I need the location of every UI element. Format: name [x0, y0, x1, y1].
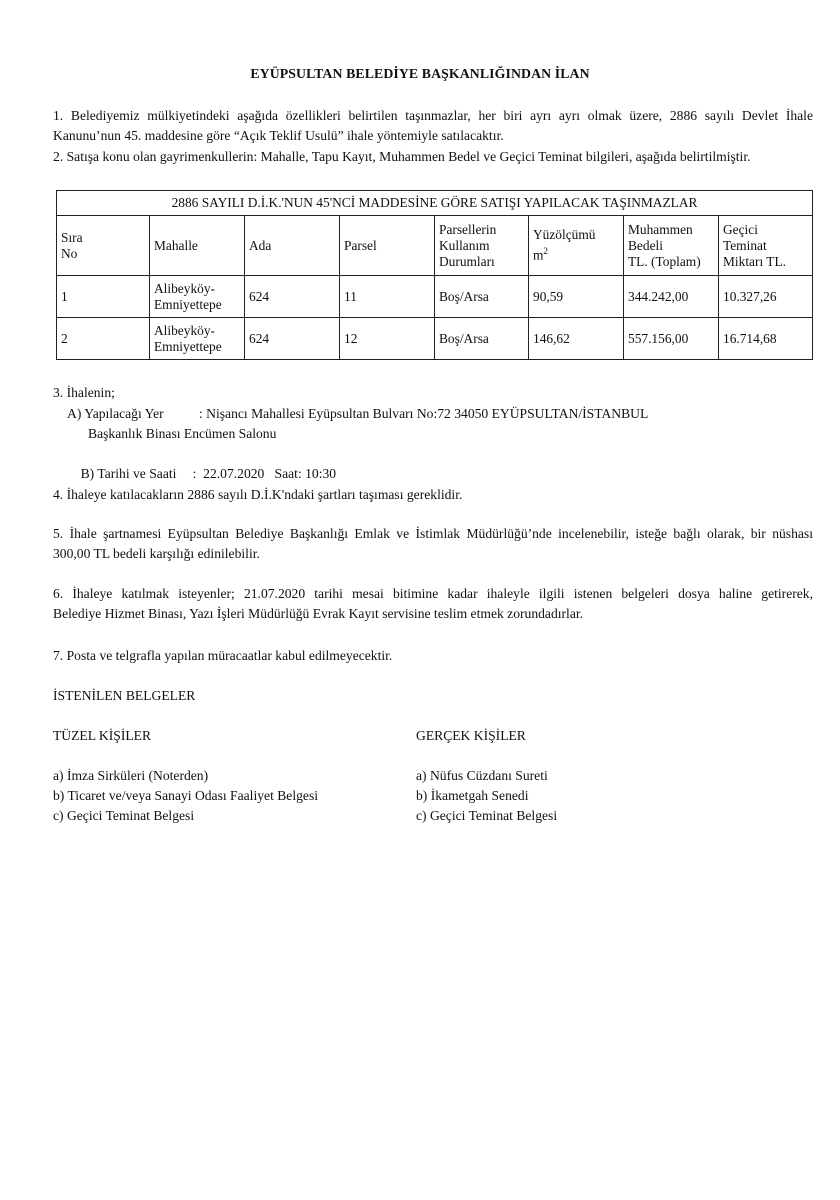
cell-parsel: 11 [340, 276, 435, 318]
list-item: c) Geçici Teminat Belgesi [416, 808, 558, 823]
cell-gecici: 10.327,26 [719, 276, 813, 318]
header-ada: Ada [245, 216, 340, 276]
list-item: c) Geçici Teminat Belgesi [53, 808, 195, 823]
cell-mahalle: Alibeyköy- Emniyettepe [150, 276, 245, 318]
header-muhammen: Muhammen Bedeli TL. (Toplam) [624, 216, 719, 276]
cell-yuzolcumu: 146,62 [529, 318, 624, 360]
cell-parsel: 12 [340, 318, 435, 360]
section-3b-value: : 22.07.2020 Saat: 10:30 [192, 466, 337, 481]
paragraph-5 [53, 524, 813, 564]
cell-sira: 1 [57, 276, 150, 318]
header-mahalle: Mahalle [150, 216, 245, 276]
cell-sira: 2 [57, 318, 150, 360]
section-3a-value: : Nişancı Mahallesi Eyüpsultan Bulvarı No:72 34050 EYÜPSULTAN/İSTANBUL [199, 406, 649, 421]
table-caption: 2886 SAYILI D.İ.K.'NUN 45'NCİ MADDESİNE GÖRE SATIŞI YAPILACAK TAŞINMAZLAR [57, 191, 813, 216]
section-3a-value-line-2: Başkanlık Binası Encümen Salonu [88, 426, 277, 441]
paragraph-4: 4. İhaleye katılacakların 2886 sayılı D.İ.K'ndaki şartları taşıması gereklidir. [53, 487, 463, 502]
header-yuzolcumu: Yüzölçümü $m^2$ [529, 216, 624, 276]
paragraph-6-line-1: 6. İhaleye katılmak isteyenler; 21.07.2020 tarihi mesai bitimine kadar ihaleyle ilgili istenen belgeleri dosya haline getirerek, [53, 586, 813, 601]
paragraph-1-line-1: 1. Belediyemiz mülkiyetindeki aşağıda özellikleri belirtilen taşınmazlar, her biri ayrı ayrı olmak üzere, 2886 sayılı Devlet İhale [53, 108, 813, 123]
list-item: b) Ticaret ve/veya Sanayi Odası Faaliyet Belgesi [53, 788, 319, 803]
paragraph-1-line-2: Kanunu’nun 45. maddesine göre “Açık Teklif Usulü” ihale yöntemiyle satılacaktır. [53, 128, 504, 143]
header-parsel: Parsel [340, 216, 435, 276]
cell-mahalle: Alibeyköy- Emniyettepe [150, 318, 245, 360]
gercek-list [416, 766, 557, 826]
list-item: a) Nüfus Cüzdanı Sureti [416, 768, 548, 783]
cell-kullanim: Boş/Arsa [435, 318, 529, 360]
paragraph-5-line-2: 300,00 TL bedeli karşılığı edinilebilir. [53, 546, 260, 561]
property-table [56, 190, 813, 360]
tuzel-title: TÜZEL KİŞİLER [53, 728, 152, 743]
header-gecici: Geçici Teminat Miktarı TL. [719, 216, 813, 276]
cell-ada: 624 [245, 276, 340, 318]
paragraph-6-line-2: Belediye Hizmet Binası, Yazı İşleri Müdürlüğü Evrak Kayıt servisine teslim etmek zorundadırlar. [53, 606, 584, 621]
paragraph-6 [53, 584, 813, 624]
paragraph-2: 2. Satışa konu olan gayrimenkullerin: Mahalle, Tapu Kayıt, Muhammen Bedel ve Geçici Teminat bilgileri, aşağıda belirtilmiştir. [53, 149, 751, 164]
gercek-title: GERÇEK KİŞİLER [416, 728, 526, 743]
cell-ada: 624 [245, 318, 340, 360]
table-row [57, 318, 813, 360]
list-item: b) İkametgah Senedi [416, 788, 529, 803]
cell-muhammen: 344.242,00 [624, 276, 719, 318]
page-title: EYÜPSULTAN BELEDİYE BAŞKANLIĞINDAN İLAN [250, 66, 590, 81]
required-documents-title: İSTENİLEN BELGELER [53, 688, 196, 703]
section-3b-label: B) Tarihi ve Saati [80, 466, 177, 481]
section-3a [67, 404, 648, 424]
paragraph-7: 7. Posta ve telgrafla yapılan müracaatlar kabul edilmeyecektir. [53, 648, 393, 663]
section-3-title: 3. İhalenin; [53, 385, 115, 400]
table-row [57, 276, 813, 318]
header-sira: Sıra No [57, 216, 150, 276]
paragraph-1 [53, 106, 813, 146]
list-item: a) İmza Sirküleri (Noterden) [53, 768, 209, 783]
cell-kullanim: Boş/Arsa [435, 276, 529, 318]
cell-yuzolcumu: 90,59 [529, 276, 624, 318]
header-kullanim: Parsellerin Kullanım Durumları [435, 216, 529, 276]
cell-muhammen: 557.156,00 [624, 318, 719, 360]
table-header-row [57, 216, 813, 276]
paragraph-5-line-1: 5. İhale şartnamesi Eyüpsultan Belediye Başkanlığı Emlak ve İstimlak Müdürlüğü’nde incelenebilir, isteğe bağlı olarak, bir nüshası [53, 526, 813, 541]
cell-gecici: 16.714,68 [719, 318, 813, 360]
section-3a-label: A) Yapılacağı Yer [67, 406, 164, 421]
tuzel-list [53, 766, 318, 826]
